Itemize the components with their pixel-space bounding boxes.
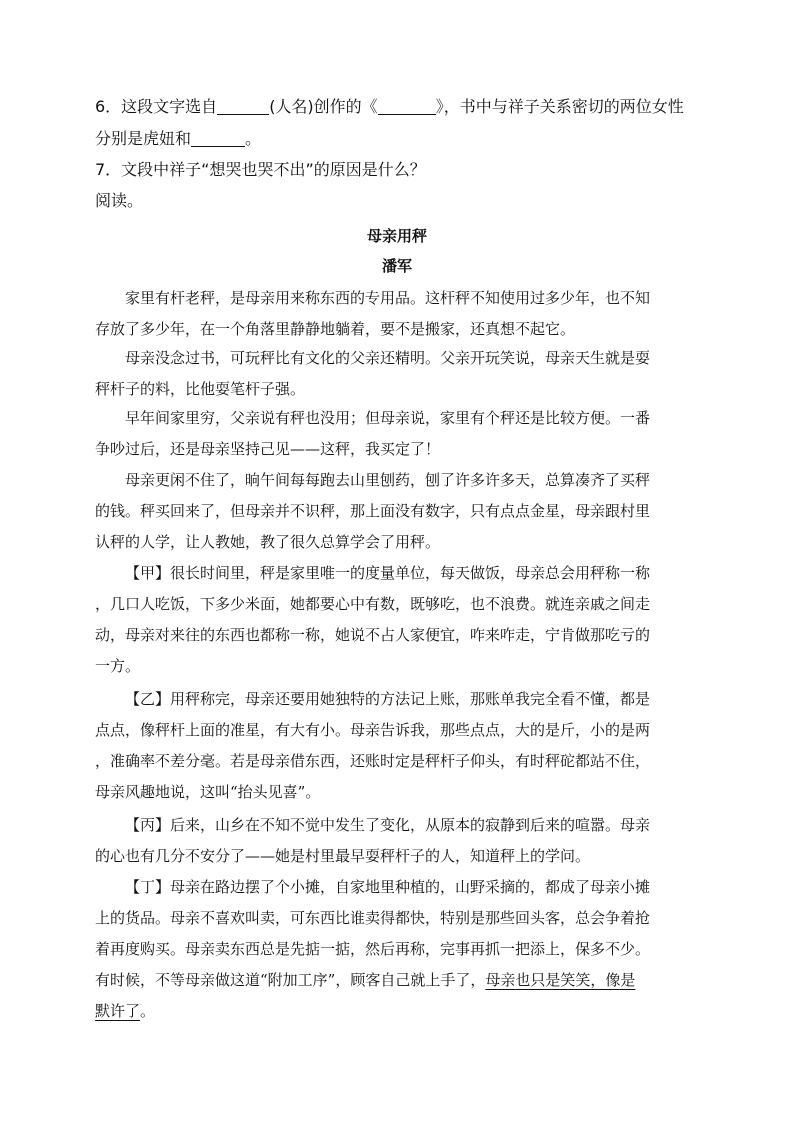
q6-text-c: 》，书中与祥子关系密切的两位女性 <box>435 97 684 116</box>
paragraph-line: 动，母亲对来往的东西也都称一称，她说不占人家便宜，咋来咋走，宁肯做那吃亏的 <box>95 626 651 644</box>
blank-character[interactable] <box>191 128 245 147</box>
q6-text-e: 。 <box>245 129 262 148</box>
paragraph-line: 母亲没念过书，可玩秤比有文化的父亲还精明。父亲开玩笑说，母亲天生就是耍 <box>125 349 651 367</box>
paragraph-line: 秤杆子的料，比他耍笔杆子强。 <box>95 380 306 398</box>
article-author: 潘军 <box>381 257 412 275</box>
line-text: 。 <box>140 1002 156 1020</box>
paragraph-line: 母亲风趣地说，这叫“抬头见喜”。 <box>95 783 321 801</box>
question-6-line-2 <box>95 124 705 153</box>
paragraph-line: 母亲更闲不住了，晌午间每每跑去山里刨药，刨了许多许多天，总算凑齐了买秤 <box>125 471 651 489</box>
paragraph-yi <box>95 684 700 808</box>
q6-text-a: 6．这段文字选自 <box>95 97 218 116</box>
article-title: 母亲用秤 <box>366 227 427 245</box>
paragraph-line: 的心也有几分不安分了——她是村里最早耍秤杆子的人，知道秤上的学问。 <box>95 847 591 865</box>
paragraph-ding <box>95 872 700 1027</box>
paragraph-line: 【丁】母亲在路边摆了个小摊，自家地里种植的，山野采摘的，都成了母亲小摊 <box>125 878 651 896</box>
blank-book-title[interactable] <box>378 96 436 115</box>
paragraph-line: 着再度购买。母亲卖东西总是先掂一掂，然后再称，完事再抓一把添上，保多不少。 <box>95 940 651 958</box>
line-text: 有时候，不等母亲做这道“附加工序”，顾客自己就上手了， <box>95 971 486 989</box>
q6-text-b: (人名)创作的《 <box>269 97 378 116</box>
paragraph-4 <box>95 465 700 558</box>
paragraph-line: 上的货品。母亲不喜欢叫卖，可东西比谁卖得都快，特别是那些回头客，总会争着抢 <box>95 909 651 927</box>
question-6 <box>95 92 705 121</box>
paragraph-line: ，准确率不差分毫。若是母亲借东西，还账时定是秤杆子仰头，有时秤砣都站不住， <box>95 752 651 770</box>
paragraph-line: 【丙】后来，山乡在不知不觉中发生了变化，从原本的寂静到后来的喧嚣。母亲 <box>125 816 651 834</box>
paragraph-line: 【乙】用秤称完，母亲还要用她独特的方法记上账，那账单我完全看不懂，都是 <box>125 690 651 708</box>
paragraph-3 <box>95 403 700 465</box>
paragraph-line: 的钱。秤买回来了，但母亲并不识秤，那上面没有数字，只有点点金星，母亲跟村里 <box>95 502 651 520</box>
paragraph-line: 早年间家里穷，父亲说有秤也没用；但母亲说，家里有个秤还是比较方便。一番 <box>125 409 651 427</box>
paragraph-bing <box>95 810 700 872</box>
paragraph-line: 争吵过后，还是母亲坚持己见——这秤，我买定了！ <box>95 440 441 458</box>
paragraph-line: ，几口人吃饭，下多少米面，她都要心中有数，既够吃，也不浪费。就连亲戚之间走 <box>95 595 651 613</box>
read-instruction: 阅读。 <box>95 191 144 210</box>
paragraph-line-4 <box>95 965 700 996</box>
underlined-sentence-end: 默许了 <box>95 1002 141 1020</box>
paragraph-line: 点点，像秤杆上面的准星，有大有小。母亲告诉我，那些点点，大的是斤，小的是两 <box>95 721 651 739</box>
paragraph-1 <box>95 283 700 345</box>
blank-author[interactable] <box>217 96 269 115</box>
q6-text-d: 分别是虎妞和 <box>95 129 192 148</box>
paragraph-line: 家里有杆老秤，是母亲用来称东西的专用品。这杆秤不知使用过多少年，也不知 <box>125 289 651 307</box>
question-7: 7．文段中祥子“想哭也哭不出”的原因是什么？ <box>95 160 426 179</box>
paragraph-line-5 <box>95 996 700 1027</box>
paragraph-line: 认秤的人学，让人教她，教了很久总算学会了用秤。 <box>95 533 441 551</box>
paragraph-jia <box>95 558 700 682</box>
paragraph-2 <box>95 343 700 405</box>
paragraph-line: 【甲】很长时间里，秤是家里唯一的度量单位，每天做饭，母亲总会用秤称一称 <box>125 564 651 582</box>
underlined-sentence: 母亲也只是笑笑，像是 <box>485 971 636 989</box>
paragraph-line: 一方。 <box>95 657 141 675</box>
paragraph-line: 存放了多少年，在一个角落里静静地躺着，要不是搬家，还真想不起它。 <box>95 320 576 338</box>
